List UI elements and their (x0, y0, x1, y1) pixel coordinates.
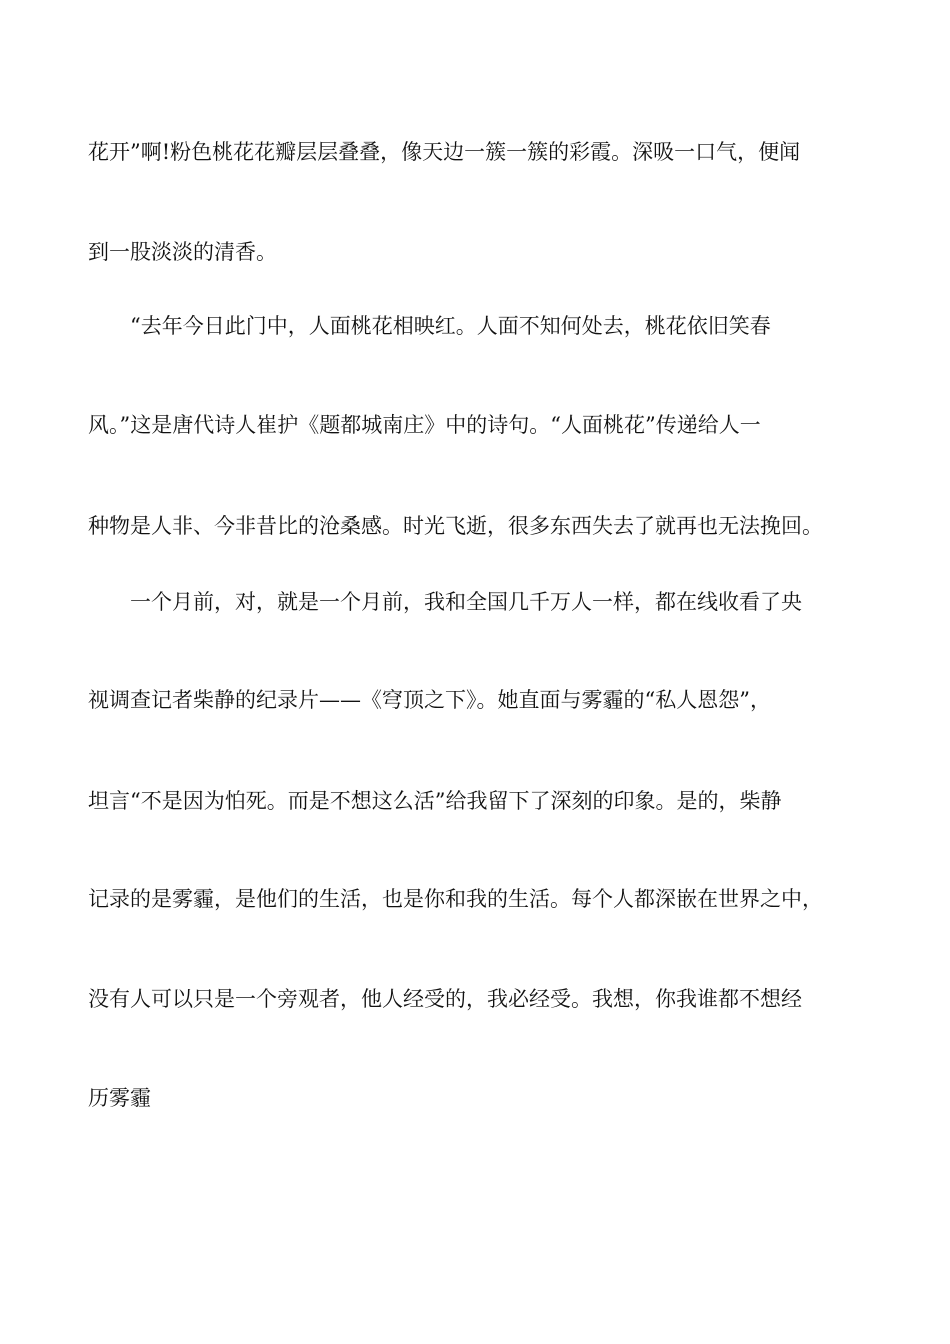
text-line: 花开”啊!粉色桃花花瓣层层叠叠，像天边一簇一簇的彩霞。深吸一口气，便闻 (88, 140, 801, 164)
paragraph-start-line: 一个月前，对，就是一个月前，我和全国几千万人一样，都在线收看了央 (130, 590, 802, 614)
text-line: 记录的是雾霾，是他们的生活，也是你和我的生活。每个人都深嵌在世界之中， (88, 887, 823, 911)
text-line: 坦言“不是因为怕死。而是不想这么活”给我留下了深刻的印象。是的，柴静 (88, 789, 782, 813)
paragraph-start-line: “去年今日此门中，人面桃花相映红。人面不知何处去，桃花依旧笑春 (130, 314, 771, 338)
text-line: 种物是人非、今非昔比的沧桑感。时光飞逝，很多东西失去了就再也无法挽回。 (88, 514, 823, 538)
text-line: 没有人可以只是一个旁观者，他人经受的，我必经受。我想，你我谁都不想经 (88, 987, 802, 1011)
text-line: 风。”这是唐代诗人崔护《题都城南庄》中的诗句。“人面桃花”传递给人一 (88, 413, 761, 437)
text-line: 历雾霾 (88, 1086, 151, 1110)
text-line: 视调查记者柴静的纪录片——《穹顶之下》。她直面与雾霾的“私人恩怨”， (88, 688, 771, 712)
text-line: 到一股淡淡的清香。 (88, 240, 277, 264)
